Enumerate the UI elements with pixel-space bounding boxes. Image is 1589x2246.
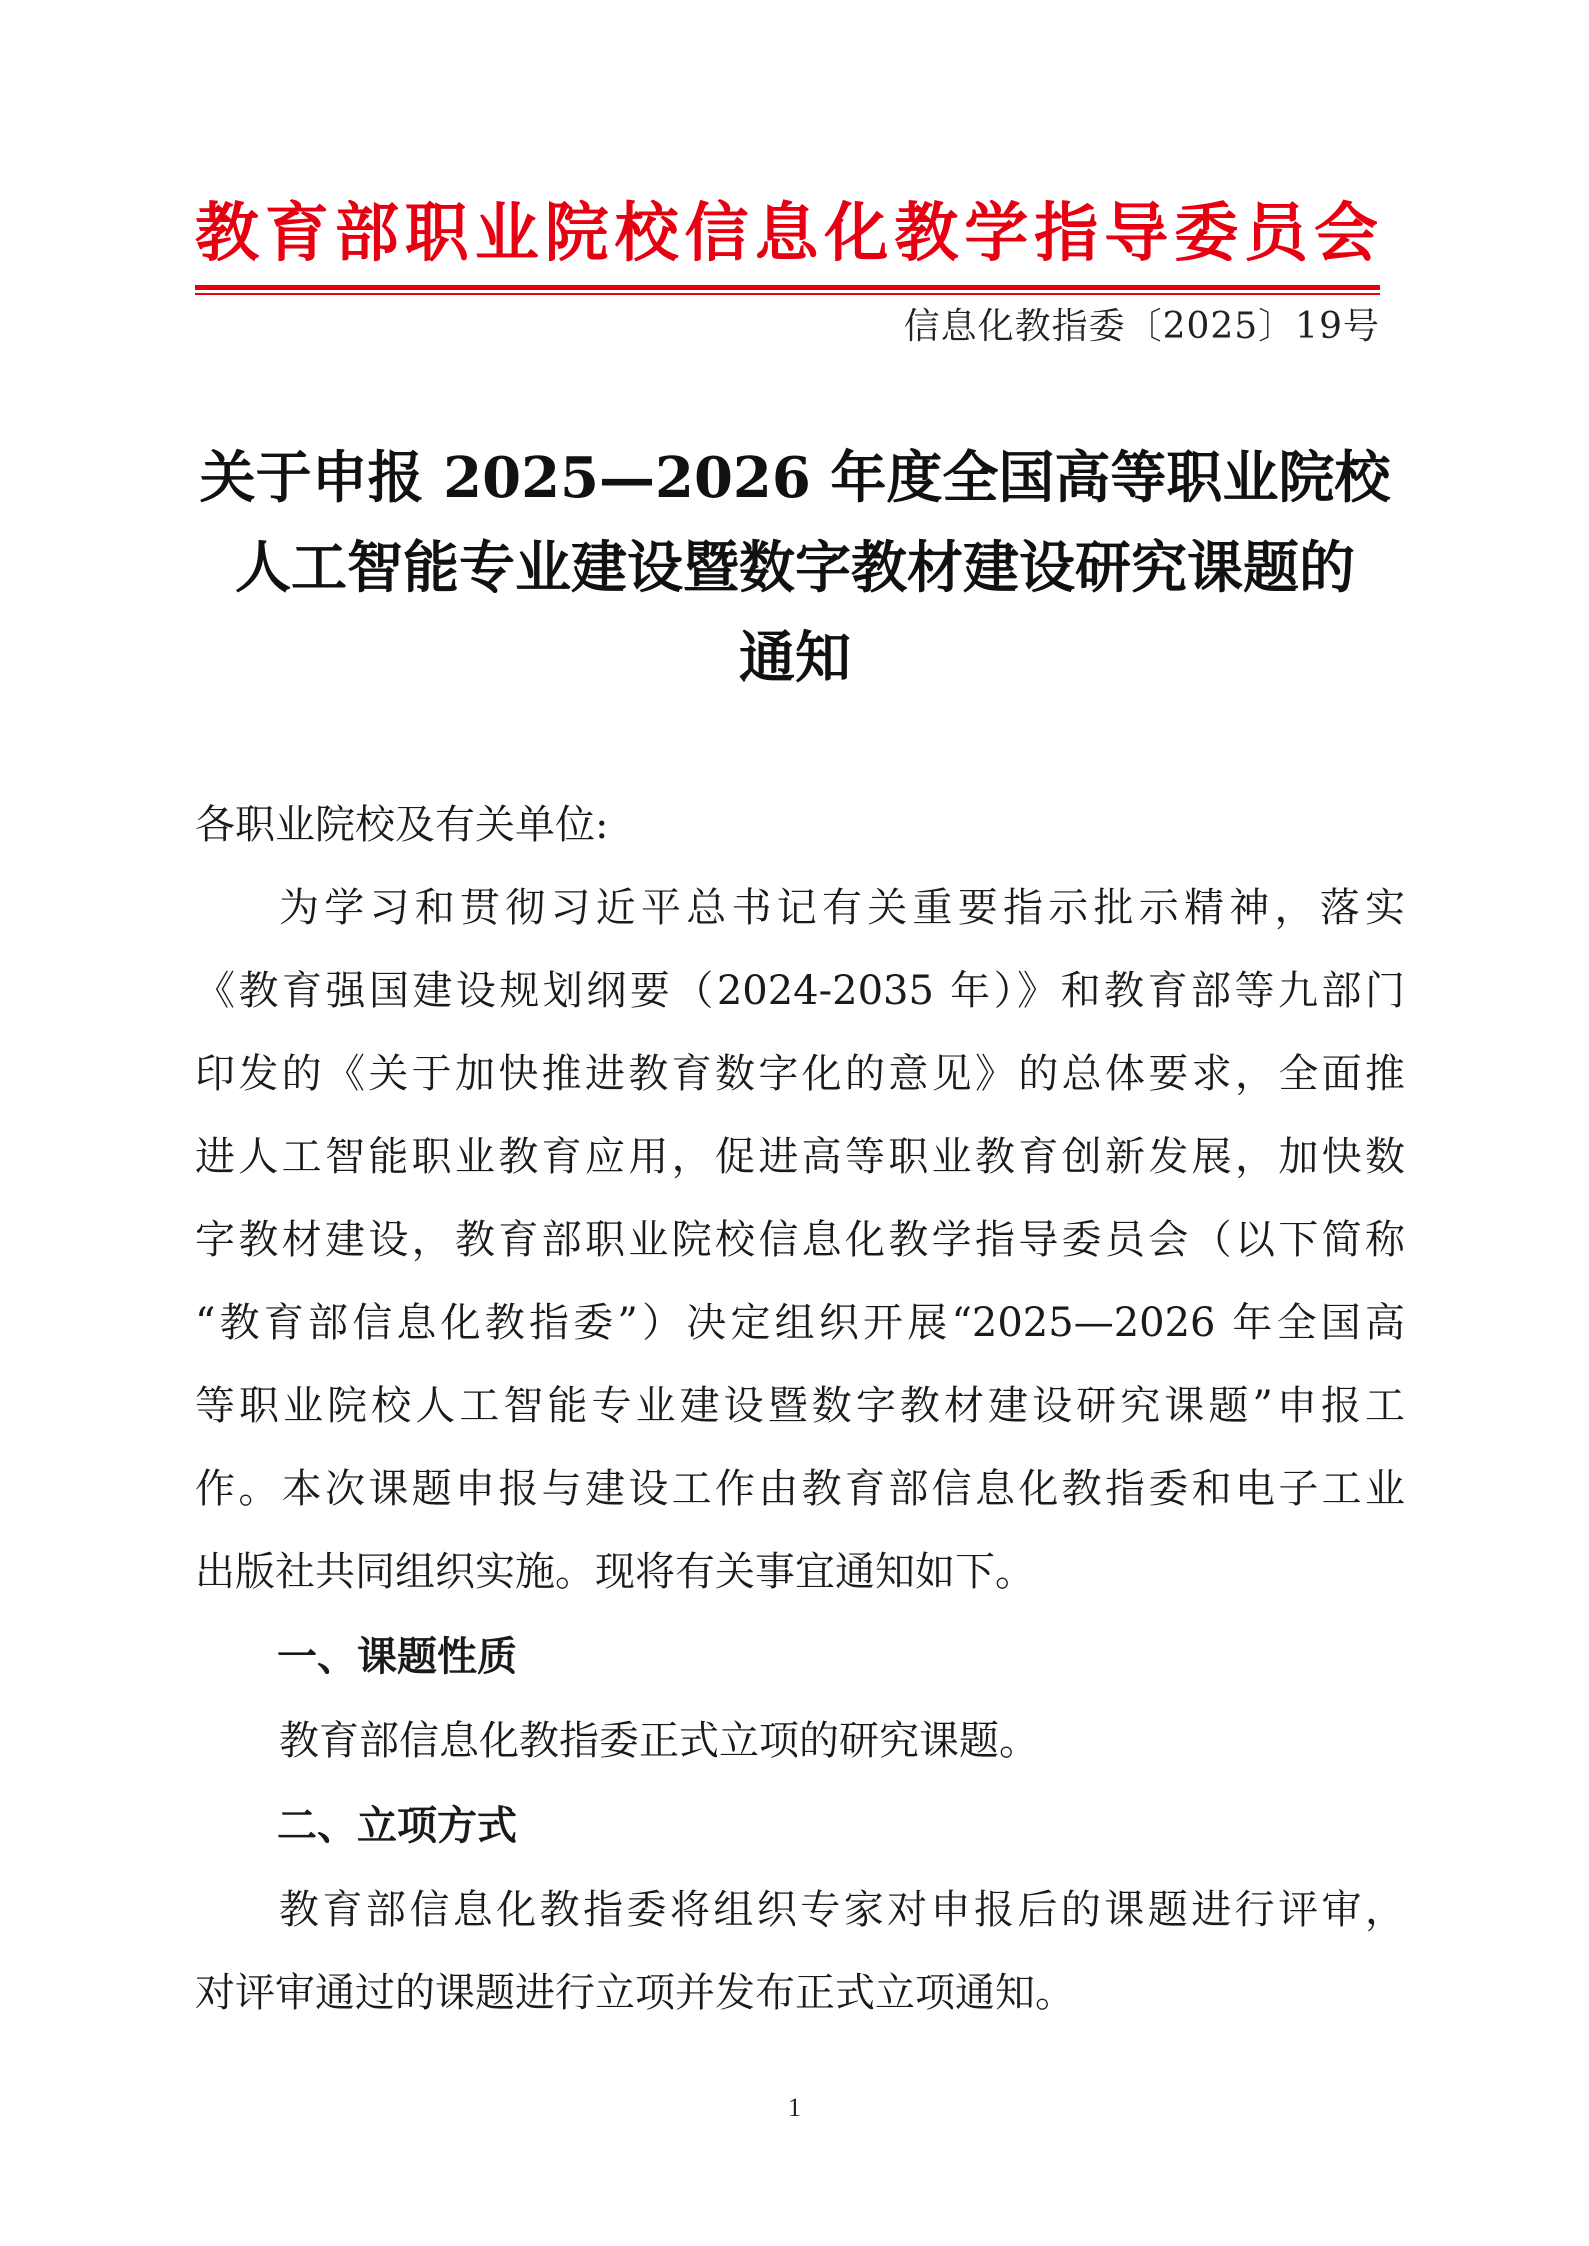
organization-header: 教育部职业院校信息化教学指导委员会 (195, 196, 1380, 271)
paragraph-line: 《教育强国建设规划纲要（2024-2035 年）》和教育部等九部门 (195, 968, 1405, 1014)
header-rule-thin (195, 293, 1380, 295)
paragraph-line: 进人工智能职业教育应用，促进高等职业教育创新发展，加快数 (195, 1134, 1405, 1180)
paragraph-line: 出版社共同组织实施。现将有关事宜通知如下。 (195, 1549, 1035, 1595)
page-number: 1 (788, 2093, 801, 2122)
paragraph-line: 教育部信息化教指委正式立项的研究课题。 (279, 1718, 1039, 1764)
intro-paragraph (195, 867, 1405, 1614)
salutation: 各职业院校及有关单位: (195, 802, 609, 848)
paragraph-line: 教育部信息化教指委将组织专家对申报后的课题进行评审， (279, 1887, 1405, 1933)
paragraph-line: “教育部信息化教指委”）决定组织开展“2025—2026 年全国高 (195, 1300, 1405, 1346)
document-body (195, 784, 1405, 2035)
paragraph-line: 等职业院校人工智能专业建设暨数字教材建设研究课题”申报工 (195, 1383, 1405, 1429)
section-2-paragraph (195, 1869, 1405, 2035)
section-1-paragraph (195, 1700, 1405, 1783)
document-title (195, 433, 1395, 703)
title-line-1: 关于申报 2025—2026 年度全国高等职业院校 (199, 445, 1391, 511)
paragraph-line: 对评审通过的课题进行立项并发布正式立项通知。 (195, 1970, 1075, 2016)
header-rule-thick (195, 285, 1380, 290)
title-line-3: 通知 (739, 625, 851, 691)
paragraph-line: 字教材建设，教育部职业院校信息化教学指导委员会（以下简称 (195, 1217, 1405, 1263)
section-heading-2: 二、立项方式 (277, 1803, 517, 1849)
title-line-2: 人工智能专业建设暨数字教材建设研究课题的 (235, 535, 1355, 601)
section-heading-1: 一、课题性质 (277, 1634, 517, 1680)
paragraph-line: 作。本次课题申报与建设工作由教育部信息化教指委和电子工业 (195, 1466, 1405, 1512)
paragraph-line: 为学习和贯彻习近平总书记有关重要指示批示精神，落实 (279, 885, 1405, 931)
paragraph-line: 印发的《关于加快推进教育数字化的意见》的总体要求，全面推 (195, 1051, 1405, 1097)
document-number: 信息化教指委〔2025〕19号 (903, 306, 1380, 347)
